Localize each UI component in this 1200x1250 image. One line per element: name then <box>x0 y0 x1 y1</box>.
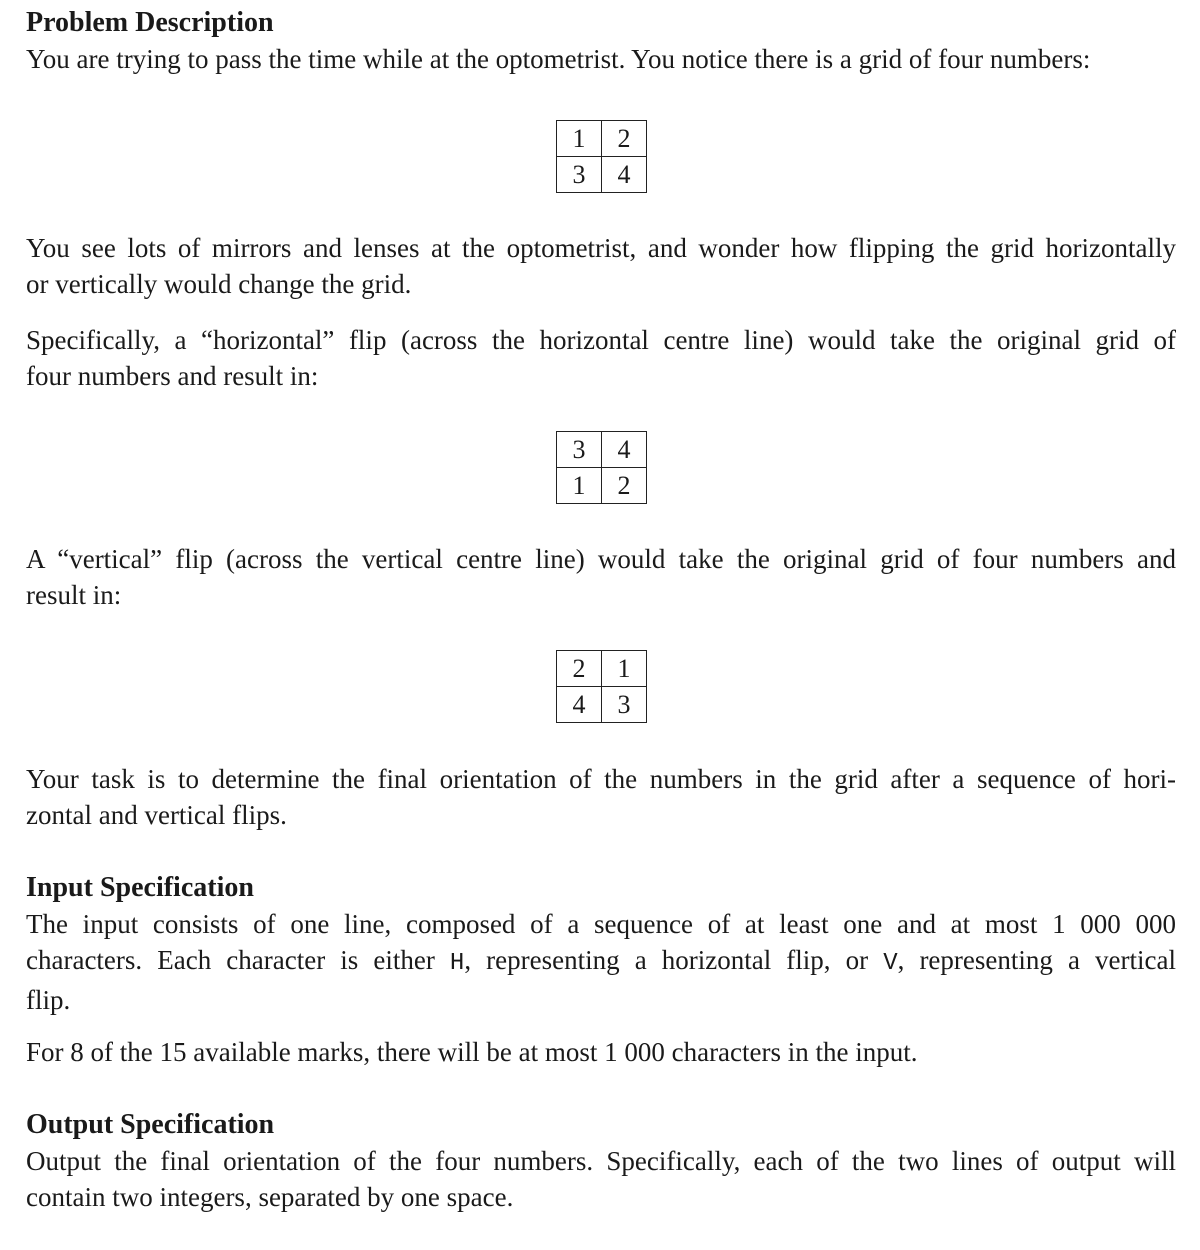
task-line-1: Your task is to determine the final orientation of the numbers in the grid after a sequence of hori- <box>26 764 1176 794</box>
grid-cell: 3 <box>557 432 602 468</box>
grid-row <box>557 687 647 723</box>
output-line-1: Output the final orientation of the four numbers. Specifically, each of the two lines of output will <box>26 1146 1176 1176</box>
grid-cell: 1 <box>557 121 602 157</box>
intro-paragraph <box>26 41 1176 77</box>
output-specification-heading: Output Specification <box>26 1109 275 1140</box>
mirrors-paragraph <box>26 230 1176 302</box>
horizontal-flip-grid <box>556 431 647 504</box>
marks-paragraph <box>26 1034 1176 1070</box>
input-line-1: The input consists of one line, composed of a sequence of at least one and at most 1 000 000 <box>26 909 1176 939</box>
horizontal-line-1: Specifically, a “horizontal” flip (across the horizontal centre line) would take the original grid of <box>26 325 1176 355</box>
vertical-line-1: A “vertical” flip (across the vertical centre line) would take the original grid of four numbers and <box>26 544 1176 574</box>
grid-cell: 3 <box>602 687 647 723</box>
grid-row <box>557 651 647 687</box>
grid-cell: 4 <box>602 432 647 468</box>
mirrors-line-1: You see lots of mirrors and lenses at the optometrist, and wonder how flipping the grid horizontally <box>26 233 1176 263</box>
grid-row <box>557 121 647 157</box>
grid-cell: 2 <box>557 651 602 687</box>
mirrors-line-2: or vertically would change the grid. <box>26 269 412 299</box>
output-paragraph <box>26 1143 1176 1215</box>
task-line-2: zontal and vertical flips. <box>26 800 287 830</box>
grid-cell: 4 <box>557 687 602 723</box>
vertical-flip-code: V <box>883 950 898 977</box>
task-paragraph <box>26 761 1176 833</box>
grid-row <box>557 432 647 468</box>
vertical-line-2: result in: <box>26 580 122 610</box>
vertical-flip-grid <box>556 650 647 723</box>
input-line-3: flip. <box>26 985 71 1015</box>
horizontal-line-2: four numbers and result in: <box>26 361 319 391</box>
output-line-2: contain two integers, separated by one space. <box>26 1182 514 1212</box>
grid-cell: 4 <box>602 157 647 193</box>
grid-cell: 2 <box>602 121 647 157</box>
problem-description-heading: Problem Description <box>26 7 274 38</box>
input-line-2-text-b: , representing a horizontal flip, or <box>464 945 884 975</box>
input-line-2-text-a: characters. Each character is either <box>26 945 450 975</box>
horizontal-flip-code: H <box>449 950 465 977</box>
marks-line: For 8 of the 15 available marks, there will be at most 1 000 characters in the input. <box>26 1037 918 1067</box>
grid-cell: 3 <box>557 157 602 193</box>
grid-cell: 1 <box>602 651 647 687</box>
input-paragraph <box>26 906 1176 1018</box>
grid-cell: 1 <box>557 468 602 504</box>
grid-cell: 2 <box>602 468 647 504</box>
original-grid <box>556 120 647 193</box>
grid-row <box>557 468 647 504</box>
input-specification-heading: Input Specification <box>26 872 254 903</box>
vertical-flip-paragraph <box>26 541 1176 613</box>
horizontal-flip-paragraph <box>26 322 1176 394</box>
input-line-2 <box>26 942 1176 982</box>
grid-row <box>557 157 647 193</box>
input-line-2-text-c: , representing a vertical <box>897 945 1176 975</box>
intro-line: You are trying to pass the time while at the optometrist. You notice there is a grid of four numbers: <box>26 44 1091 74</box>
